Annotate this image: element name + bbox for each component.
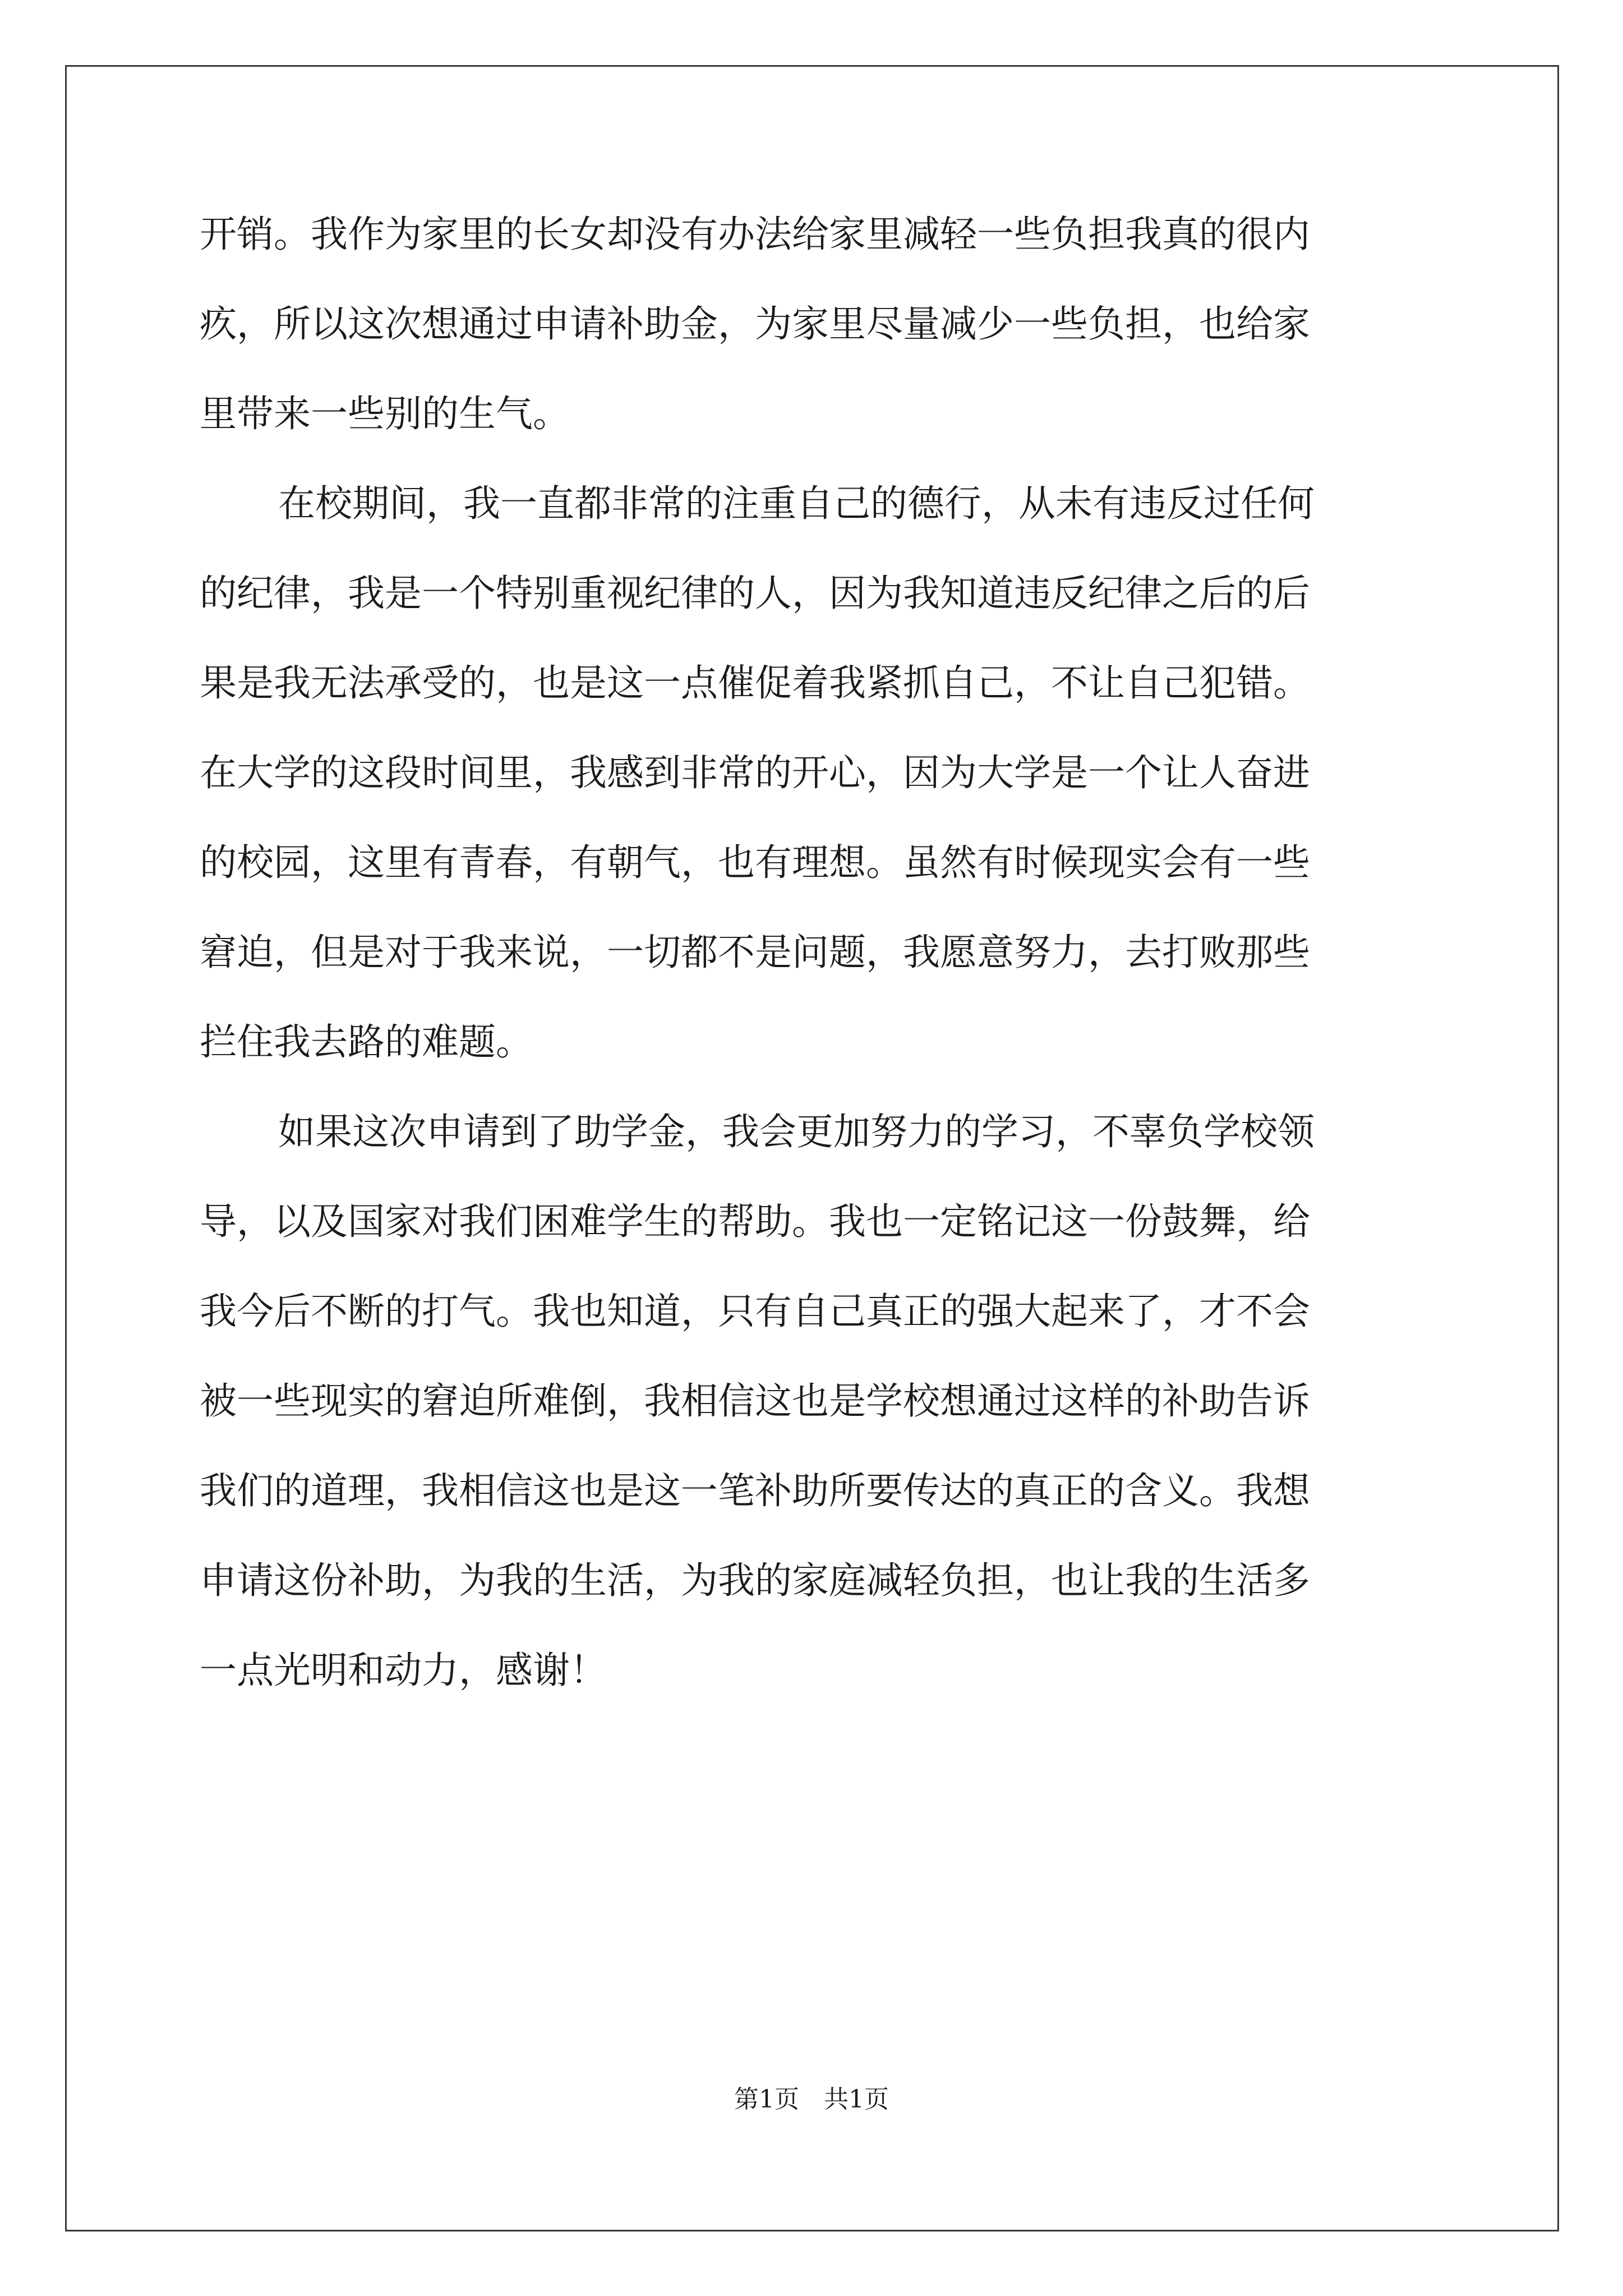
- document-body: [200, 190, 1433, 1715]
- text-line: 果是我无法承受的，也是这一点催促着我紧抓自己，不让自己犯错。: [200, 661, 1310, 705]
- text-line: 申请这份补助，为我的生活，为我的家庭减轻负担，也让我的生活多: [200, 1559, 1310, 1602]
- paragraph-start-line: 如果这次申请到了助学金，我会更加努力的学习，不辜负学校领: [278, 1110, 1315, 1153]
- text-line: 的校园，这里有青春，有朝气，也有理想。虽然有时候现实会有一些: [200, 841, 1310, 884]
- text-line: 导，以及国家对我们困难学生的帮助。我也一定铭记这一份鼓舞，给: [200, 1200, 1310, 1243]
- paragraph-start-line: 在校期间，我一直都非常的注重自己的德行，从未有违反过任何: [278, 482, 1315, 525]
- text-line: 里带来一些别的生气。: [200, 392, 570, 435]
- text-line: 被一些现实的窘迫所难倒，我相信这也是学校想通过这样的补助告诉: [200, 1379, 1310, 1423]
- text-line: 我今后不断的打气。我也知道，只有自己真正的强大起来了，才不会: [200, 1290, 1310, 1333]
- text-line: 开销。我作为家里的长女却没有办法给家里减轻一些负担我真的很内: [200, 213, 1310, 256]
- text-line: 疚，所以这次想通过申请补助金，为家里尽量减少一些负担，也给家: [200, 302, 1310, 346]
- text-line: 拦住我去路的难题。: [200, 1020, 533, 1064]
- text-line: 我们的道理，我相信这也是这一笔补助所要传达的真正的含义。我想: [200, 1469, 1310, 1512]
- text-line: 的纪律，我是一个特别重视纪律的人，因为我知道违反纪律之后的后: [200, 572, 1310, 615]
- text-line: 一点光明和动力，感谢！: [200, 1649, 607, 1692]
- text-line: 窘迫，但是对于我来说，一切都不是问题，我愿意努力，去打败那些: [200, 931, 1310, 974]
- text-line: 在大学的这段时间里，我感到非常的开心，因为大学是一个让人奋进: [200, 751, 1310, 794]
- page-number-footer: 第1页 共1页: [734, 2085, 889, 2114]
